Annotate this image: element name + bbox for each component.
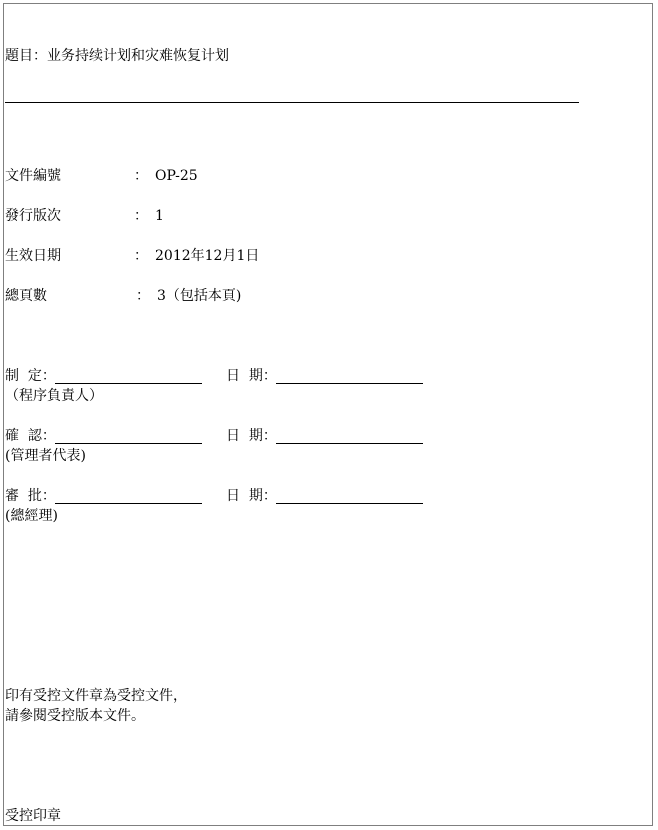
signoff-confirmed-date-line [276, 443, 423, 444]
field-doc-number-label: 文件編號 [5, 168, 61, 184]
field-total-pages-value: 3（包括本頁) [157, 288, 242, 304]
signoff-prepared-signature-line [55, 383, 202, 384]
signoff-approved-signature-line [55, 503, 202, 504]
field-revision-sep: ： [134, 208, 148, 224]
signoff-prepared-label: 制 定： [5, 368, 56, 384]
signoff-approved-label: 審 批： [5, 488, 56, 504]
signoff-confirmed-signature-line [55, 443, 202, 444]
signoff-confirmed-role: (管理者代表) [5, 448, 86, 464]
signoff-approved-date-line [276, 503, 423, 504]
controlled-notice-line2: 請參閱受控版本文件。 [5, 708, 145, 724]
signoff-approved-date-label: 日 期： [226, 488, 277, 504]
field-doc-number-value: OP-25 [155, 168, 198, 184]
field-effective-date-label: 生效日期 [5, 248, 61, 264]
signoff-prepared-date-label: 日 期： [226, 368, 277, 384]
signoff-prepared-date-line [276, 383, 423, 384]
title-divider [5, 102, 579, 103]
field-total-pages-label: 總頁數 [5, 288, 47, 304]
controlled-notice-line1: 印有受控文件章為受控文件， [5, 688, 187, 704]
field-doc-number-sep: ： [134, 168, 148, 184]
field-total-pages-sep: ： [136, 288, 150, 304]
signoff-confirmed-date-label: 日 期： [226, 428, 277, 444]
field-effective-date-sep: ： [134, 248, 148, 264]
controlled-stamp-label: 受控印章 [5, 808, 61, 824]
signoff-confirmed-label: 確 認： [5, 428, 56, 444]
field-revision-label: 發行版次 [5, 208, 61, 224]
field-revision-value: 1 [155, 208, 164, 224]
field-effective-date-value: 2012年12月1日 [155, 248, 260, 264]
signoff-prepared-role: （程序負責人） [5, 388, 103, 404]
signoff-approved-role: (總經理) [5, 508, 58, 524]
document-title: 題目：业务持续计划和灾难恢复计划 [5, 48, 229, 64]
